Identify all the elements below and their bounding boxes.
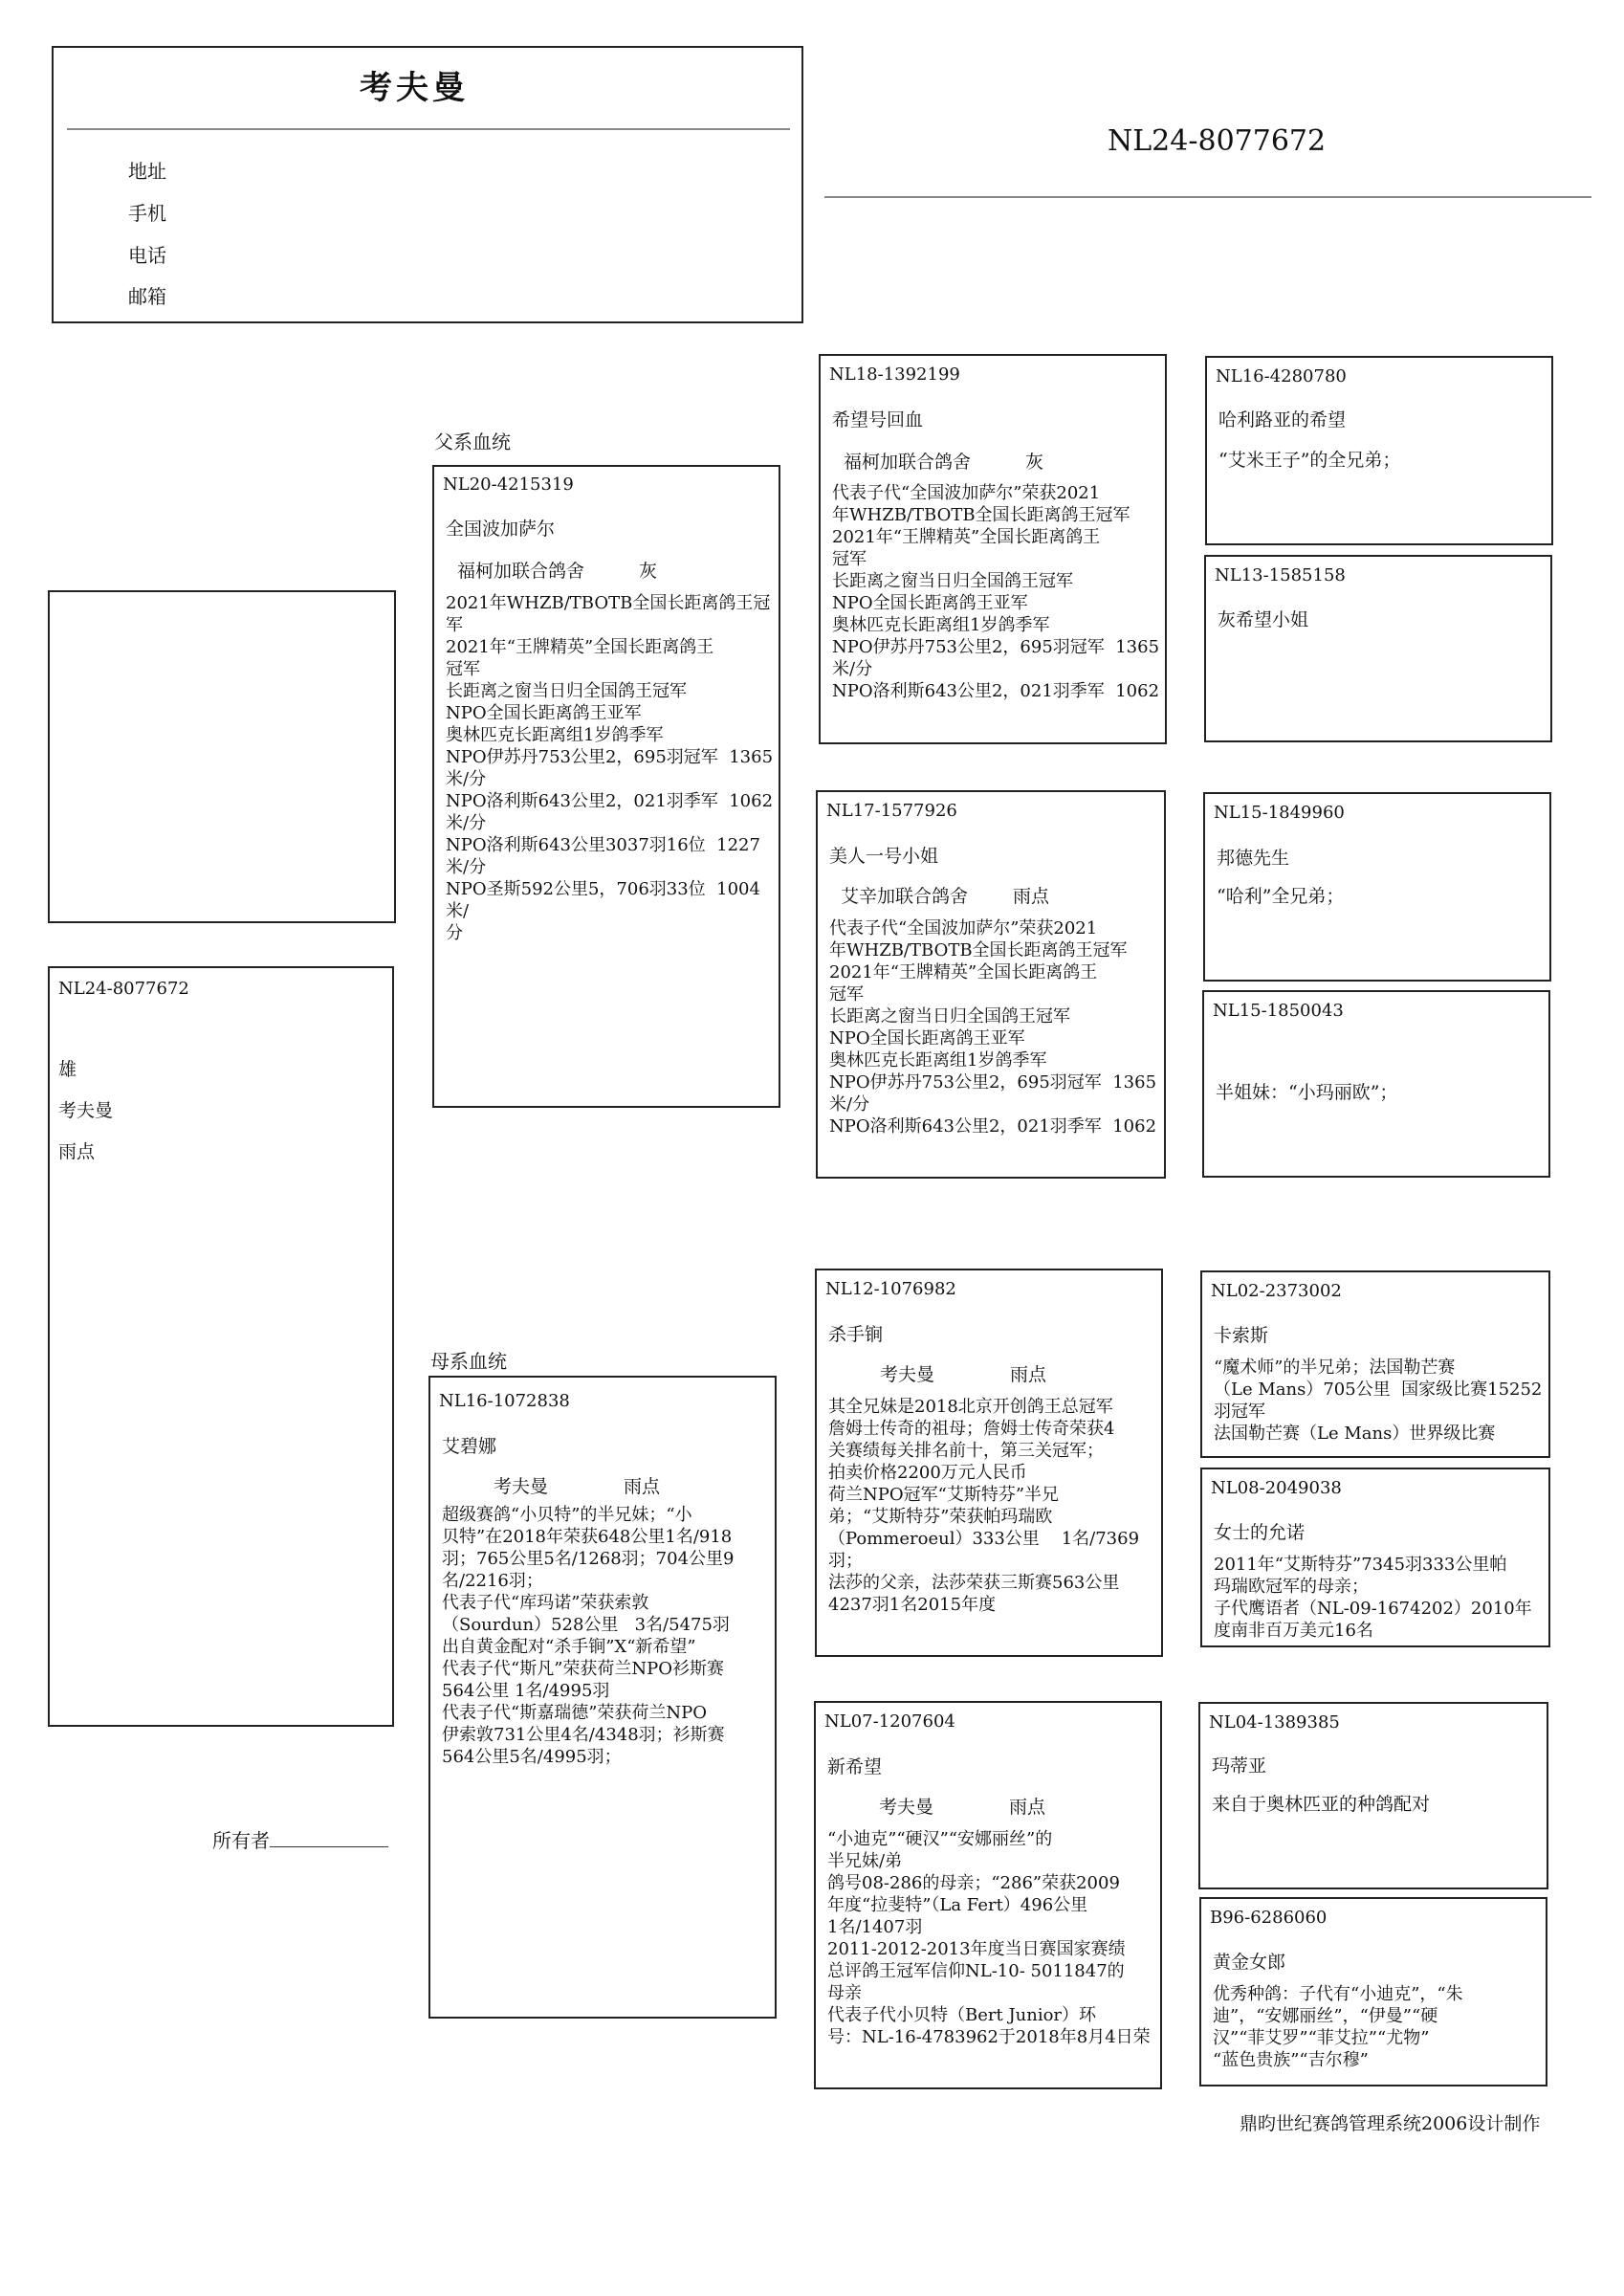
- dsd-card: [1200, 1468, 1550, 1647]
- owner-card: [52, 46, 803, 323]
- dam-sire-card: [815, 1269, 1163, 1657]
- subject-color: 雨点: [58, 1141, 96, 1162]
- dam-dam-color: 雨点: [1009, 1797, 1046, 1818]
- dss-name: 卡索斯: [1214, 1325, 1269, 1346]
- phone-label: 电话: [128, 244, 166, 267]
- sire-sire-ring: NL18-1392199: [829, 364, 960, 385]
- sdd-info: 半姐妹：“小玛丽欧”；: [1216, 1082, 1398, 1103]
- sire-sire-info-text: 代表子代“全国波加萨尔”荣获2021 年WHZB/TBOTB全国长距离鸽王冠军 2021年“王牌精英”全国长距离鸽王 冠军 长距离之窗当日归全国鸽王冠军 NPO全国长距离鸽王亚军 奥林匹克长距离组1岁鸽季军 NPO伊苏丹753公里2，695羽冠军 1365 米/分 NPO洛利斯643公里2，021羽季军 1062: [832, 483, 1160, 701]
- dam-dam-name: 新希望: [827, 1756, 883, 1777]
- address-label: 地址: [128, 160, 166, 183]
- sire-ring: NL20-4215319: [443, 475, 574, 495]
- sire-info: [446, 592, 776, 944]
- ddd-ring: B96-6286060: [1210, 1908, 1328, 1928]
- sire-name: 全国波加萨尔: [446, 519, 556, 540]
- owner-signature-label: 所有者: [212, 1829, 270, 1852]
- dds-ring: NL04-1389385: [1209, 1712, 1340, 1733]
- dss-card: [1200, 1270, 1550, 1458]
- subject-sex: 雄: [58, 1059, 77, 1080]
- dam-info-text: 超级赛鸽“小贝特”的半兄妹；“小 贝特”在2018年荣获648公里1名/918 羽；765公里5名/1268羽；704公里9 名/2216羽； 代表子代“库玛诺”荣获索敦 （Sourdun）528公里 3名/5475羽 出自黄金配对“杀手锏”X“新希望” 代表子代“斯凡”荣获荷兰NPO衫斯赛 564公里 1名/4995羽 代表子代“斯嘉瑞德”荣获荷兰NPO 伊索敦731公里4名/4348羽；衫斯赛 564公里5名/4995羽；: [442, 1505, 735, 1767]
- sire-color: 灰: [639, 561, 658, 582]
- ssd-card: [1204, 555, 1552, 742]
- mobile-label: 手机: [128, 202, 166, 225]
- ssd-ring: NL13-1585158: [1215, 565, 1346, 585]
- dam-ring: NL16-1072838: [439, 1391, 570, 1411]
- dss-ring: NL02-2373002: [1211, 1281, 1342, 1301]
- owner-signature-line: [270, 1846, 388, 1847]
- sdd-ring: NL15-1850043: [1213, 1001, 1344, 1021]
- dam-sire-info-text: 其全兄妹是2018北京开创鸽王总冠军 詹姆士传奇的祖母；詹姆士传奇荣获4 关赛绩每关排名前十，第三关冠军； 拍卖价格2200万元人民币 荷兰NPO冠军“艾斯特芬”半兄 弟；“艾斯特芬”荣获帕玛瑞欧 （Pommeroeul）333公里 1名/7369 羽； 法莎的父亲，法莎荣获三斯赛563公里 4237羽1名2015年度: [828, 1397, 1140, 1615]
- sire-breeder: 福柯加联合鸽舍: [457, 561, 585, 582]
- sss-card: [1205, 356, 1553, 545]
- subject-ring: NL24-8077672: [58, 979, 189, 999]
- dsd-name: 女士的允诺: [1214, 1522, 1306, 1543]
- sire-dam-card: [816, 790, 1166, 1179]
- dam-sire-name: 杀手锏: [828, 1324, 884, 1345]
- sds-ring: NL15-1849960: [1214, 803, 1345, 823]
- sire-sire-card: [819, 354, 1167, 744]
- dam-card: [428, 1376, 777, 2019]
- sss-info: “艾米王子”的全兄弟；: [1218, 450, 1401, 471]
- dam-sire-breeder: 考夫曼: [880, 1364, 935, 1385]
- owner-divider: [67, 128, 790, 130]
- ddd-info-text: 优秀种鸽：子代有“小迪克”，“朱 迪”，“安娜丽丝”，“伊曼”“硬 汉”“菲艾罗”“菲艾拉”“尤物” “蓝色贵族”“吉尔穆”: [1213, 1984, 1463, 2070]
- sss-name: 哈利路亚的希望: [1218, 409, 1347, 430]
- sire-line-label: 父系血统: [434, 430, 511, 453]
- ddd-info: [1213, 1983, 1546, 2071]
- dam-dam-info-text: “小迪克”“硬汉”“安娜丽丝”的 半兄妹/弟 鸽号08-286的母亲；“286”荣获2009 年度“拉斐特”（La Fert）496公里 1名/1407羽 2011-2012-2013年度当日赛国家赛绩 总评鸽王冠军信仰NL-10- 5011847的 母亲 代表子代小贝特（Bert Junior）环 号：NL-16-4783962于2018年8月4日荣: [827, 1829, 1151, 2047]
- dsd-info-text: 2011年“艾斯特芬”7345羽333公里帕 玛瑞欧冠军的母亲； 子代鹰语者（NL-09-1674202）2010年 度南非百万美元16名: [1214, 1555, 1532, 1641]
- ddd-name: 黄金女郎: [1213, 1952, 1286, 1973]
- sire-dam-breeder: 艾辛加联合鸽舍: [841, 886, 969, 907]
- dam-dam-card: [814, 1701, 1162, 2089]
- sire-dam-info: [829, 917, 1159, 1137]
- header-rule: [824, 196, 1591, 198]
- dam-sire-ring: NL12-1076982: [825, 1279, 956, 1299]
- dss-info: [1214, 1357, 1548, 1445]
- email-label: 邮箱: [128, 285, 166, 308]
- sire-info-text: 2021年WHZB/TBOTB全国长距离鸽王冠 军 2021年“王牌精英”全国长距离鸽王 冠军 长距离之窗当日归全国鸽王冠军 NPO全国长距离鸽王亚军 奥林匹克长距离组1岁鸽季军 NPO伊苏丹753公里2，695羽冠军 1365 米/分 NPO洛利斯643公里2，021羽季军 1062 米/分 NPO洛利斯643公里3037羽16位 1227 米/分 NPO圣斯592公里5，706羽33位 1004米/ 分: [446, 593, 774, 943]
- sire-sire-color: 灰: [1025, 452, 1044, 473]
- dam-name: 艾碧娜: [442, 1436, 497, 1457]
- dam-breeder: 考夫曼: [494, 1476, 549, 1497]
- dam-sire-info: [828, 1396, 1158, 1616]
- dam-dam-info: [827, 1828, 1157, 2048]
- header-ring-number: NL24-8077672: [1108, 124, 1327, 158]
- sire-dam-info-text: 代表子代“全国波加萨尔”荣获2021 年WHZB/TBOTB全国长距离鸽王冠军 2021年“王牌精英”全国长距离鸽王 冠军 长距离之窗当日归全国鸽王冠军 NPO全国长距离鸽王亚军 奥林匹克长距离组1岁鸽季军 NPO伊苏丹753公里2，695羽冠军 1365 米/分 NPO洛利斯643公里2，021羽季军 1062: [829, 918, 1157, 1137]
- sire-sire-info: [832, 482, 1162, 702]
- dsd-info: [1214, 1554, 1548, 1642]
- dam-line-label: 母系血统: [430, 1350, 507, 1373]
- sire-dam-color: 雨点: [1013, 886, 1050, 907]
- subject-breeder: 考夫曼: [58, 1100, 114, 1121]
- sire-sire-breeder: 福柯加联合鸽舍: [844, 452, 972, 473]
- owner-name: 考夫曼: [360, 69, 469, 107]
- sds-info: “哈利”全兄弟；: [1217, 886, 1345, 907]
- dss-info-text: “魔术师”的半兄弟；法国勒芒赛 （Le Mans）705公里 国家级比赛15252 羽冠军 法国勒芒赛（Le Mans）世界级比赛: [1214, 1358, 1543, 1444]
- dam-sire-color: 雨点: [1010, 1364, 1047, 1385]
- dam-dam-breeder: 考夫曼: [879, 1797, 934, 1818]
- dam-color: 雨点: [624, 1476, 661, 1497]
- dam-info: [442, 1504, 772, 1768]
- sds-name: 邦德先生: [1217, 848, 1290, 869]
- dam-dam-ring: NL07-1207604: [824, 1711, 955, 1732]
- sss-ring: NL16-4280780: [1216, 366, 1347, 386]
- dsd-ring: NL08-2049038: [1211, 1478, 1342, 1498]
- footer-credit: 鼎昀世纪赛鸽管理系统2006设计制作: [1240, 2113, 1541, 2134]
- sds-card: [1203, 792, 1551, 982]
- photo-frame: [48, 590, 396, 923]
- dds-card: [1198, 1702, 1548, 1889]
- sire-card: [432, 465, 780, 1108]
- sire-dam-ring: NL17-1577926: [826, 801, 957, 821]
- dds-name: 玛蒂亚: [1212, 1755, 1267, 1777]
- sire-sire-name: 希望号回血: [832, 409, 924, 430]
- ddd-card: [1199, 1897, 1547, 2086]
- sire-dam-name: 美人一号小姐: [829, 846, 939, 867]
- sdd-card: [1202, 990, 1550, 1178]
- subject-card: [48, 966, 394, 1727]
- dds-info: 来自于奥林匹亚的种鸽配对: [1212, 1794, 1431, 1815]
- ssd-name: 灰希望小姐: [1218, 609, 1309, 630]
